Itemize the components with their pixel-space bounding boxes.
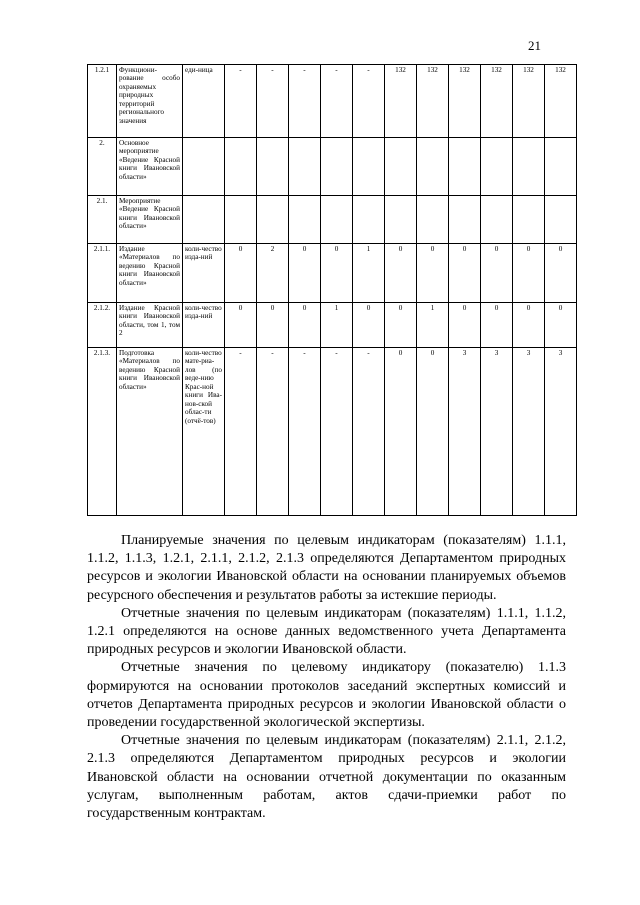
value-cell: -	[225, 348, 257, 516]
value-cell: -	[225, 65, 257, 138]
table-row	[88, 303, 577, 348]
value-cell	[481, 196, 513, 244]
value-cell	[385, 196, 417, 244]
value-cell: 0	[417, 244, 449, 303]
value-cell: 0	[289, 244, 321, 303]
value-cell: -	[289, 348, 321, 516]
paragraph: Планируемые значения по целевым индикаторам (показателям) 1.1.1, 1.1.2, 1.1.3, 1.2.1, 2.1.1, 2.1.2, 2.1.3 определяются Департаментом природных ресурсов и экологии Ивановской области на основании планируемых объемов ресурсного обеспечения и результатов работы за истекшие периоды.	[87, 533, 566, 603]
value-cell: -	[353, 348, 385, 516]
body-text	[87, 532, 566, 823]
value-cell	[353, 138, 385, 196]
unit-cell	[183, 138, 225, 196]
value-cell: 132	[417, 65, 449, 138]
row-number-cell: 2.1.	[88, 196, 117, 244]
value-cell	[289, 138, 321, 196]
value-cell: -	[289, 65, 321, 138]
row-name-cell: Подготовка «Материалов по ведению Красной книги Ивановской области»	[117, 348, 183, 516]
paragraph: Отчетные значения по целевым индикаторам (показателям) 1.1.1, 1.1.2, 1.2.1 определяются на основе данных ведомственного учета Департамента природных ресурсов и экологии Ивановской области.	[87, 605, 566, 658]
value-cell	[545, 196, 577, 244]
value-cell: 132	[385, 65, 417, 138]
value-cell: 1	[417, 303, 449, 348]
value-cell: 3	[481, 348, 513, 516]
value-cell	[321, 138, 353, 196]
row-name-cell: Издание Красной книги Ивановской области, том 1, том 2	[117, 303, 183, 348]
page-number: 21	[528, 38, 541, 53]
value-cell: 2	[257, 244, 289, 303]
value-cell: 0	[481, 244, 513, 303]
value-cell	[449, 196, 481, 244]
value-cell: -	[257, 348, 289, 516]
row-name-cell: Издание «Материалов по ведению Красной книги Ивановской области»	[117, 244, 183, 303]
row-number-cell: 2.1.3.	[88, 348, 117, 516]
value-cell	[513, 138, 545, 196]
value-cell: 1	[321, 303, 353, 348]
value-cell: 0	[225, 244, 257, 303]
table-row	[88, 348, 577, 516]
value-cell: 132	[481, 65, 513, 138]
table-row	[88, 196, 577, 244]
value-cell	[513, 196, 545, 244]
value-cell: 3	[513, 348, 545, 516]
value-cell: 132	[545, 65, 577, 138]
value-cell	[225, 138, 257, 196]
value-cell: -	[321, 348, 353, 516]
value-cell	[545, 138, 577, 196]
value-cell	[257, 196, 289, 244]
value-cell: 0	[385, 244, 417, 303]
unit-cell: еди-ница	[183, 65, 225, 138]
value-cell: 132	[449, 65, 481, 138]
value-cell: 3	[449, 348, 481, 516]
row-number-cell: 2.1.2.	[88, 303, 117, 348]
table-row	[88, 138, 577, 196]
value-cell	[417, 138, 449, 196]
indicators-table	[87, 64, 577, 516]
value-cell: 0	[417, 348, 449, 516]
value-cell: 0	[449, 303, 481, 348]
row-number-cell: 2.	[88, 138, 117, 196]
value-cell	[257, 138, 289, 196]
unit-cell: коли-чество мате-риа-лов (по веде-нию Крас-ной книги Ива-нов-ской облас-ти (отчё-тов)	[183, 348, 225, 516]
value-cell: 0	[257, 303, 289, 348]
value-cell: -	[353, 65, 385, 138]
table-row	[88, 65, 577, 138]
value-cell: 0	[321, 244, 353, 303]
value-cell: 0	[513, 303, 545, 348]
value-cell: 132	[513, 65, 545, 138]
value-cell: -	[257, 65, 289, 138]
value-cell: 0	[385, 348, 417, 516]
row-name-cell: Функциони-рование особо охраняемых природных территорий регионального значения	[117, 65, 183, 138]
row-number-cell: 1.2.1	[88, 65, 117, 138]
value-cell: 0	[289, 303, 321, 348]
row-number-cell: 2.1.1.	[88, 244, 117, 303]
value-cell	[353, 196, 385, 244]
unit-cell: коли-чество изда-ний	[183, 303, 225, 348]
value-cell: 0	[353, 303, 385, 348]
value-cell	[321, 196, 353, 244]
value-cell	[289, 196, 321, 244]
value-cell: 0	[545, 303, 577, 348]
value-cell: 0	[481, 303, 513, 348]
unit-cell: коли-чество изда-ний	[183, 244, 225, 303]
value-cell	[417, 196, 449, 244]
unit-cell	[183, 196, 225, 244]
table-row	[88, 244, 577, 303]
paragraph: Отчетные значения по целевому индикатору (показателю) 1.1.3 формируются на основании протоколов заседаний экспертных комиссий и отчетов Департамента природных ресурсов и экологии Ивановской области о проведении государственной экологической экспертизы.	[87, 660, 566, 731]
value-cell	[385, 138, 417, 196]
value-cell: -	[321, 65, 353, 138]
value-cell	[449, 138, 481, 196]
value-cell: 3	[545, 348, 577, 516]
value-cell: 0	[545, 244, 577, 303]
value-cell: 0	[449, 244, 481, 303]
value-cell: 1	[353, 244, 385, 303]
row-name-cell: Мероприятие «Ведение Красной книги Ивановской области»	[117, 196, 183, 244]
value-cell	[225, 196, 257, 244]
value-cell: 0	[225, 303, 257, 348]
paragraph: Отчетные значения по целевым индикаторам (показателям) 2.1.1, 2.1.2, 2.1.3 определяются Департаментом природных ресурсов и экологии Ивановской области на основании отчетной документации по оказанным услугам, выполненным работам, актов сдачи-приемки работ по государственным контрактам.	[87, 733, 566, 822]
value-cell: 0	[385, 303, 417, 348]
row-name-cell: Основное мероприятие «Ведение Красной книги Ивановской области»	[117, 138, 183, 196]
value-cell	[481, 138, 513, 196]
value-cell: 0	[513, 244, 545, 303]
